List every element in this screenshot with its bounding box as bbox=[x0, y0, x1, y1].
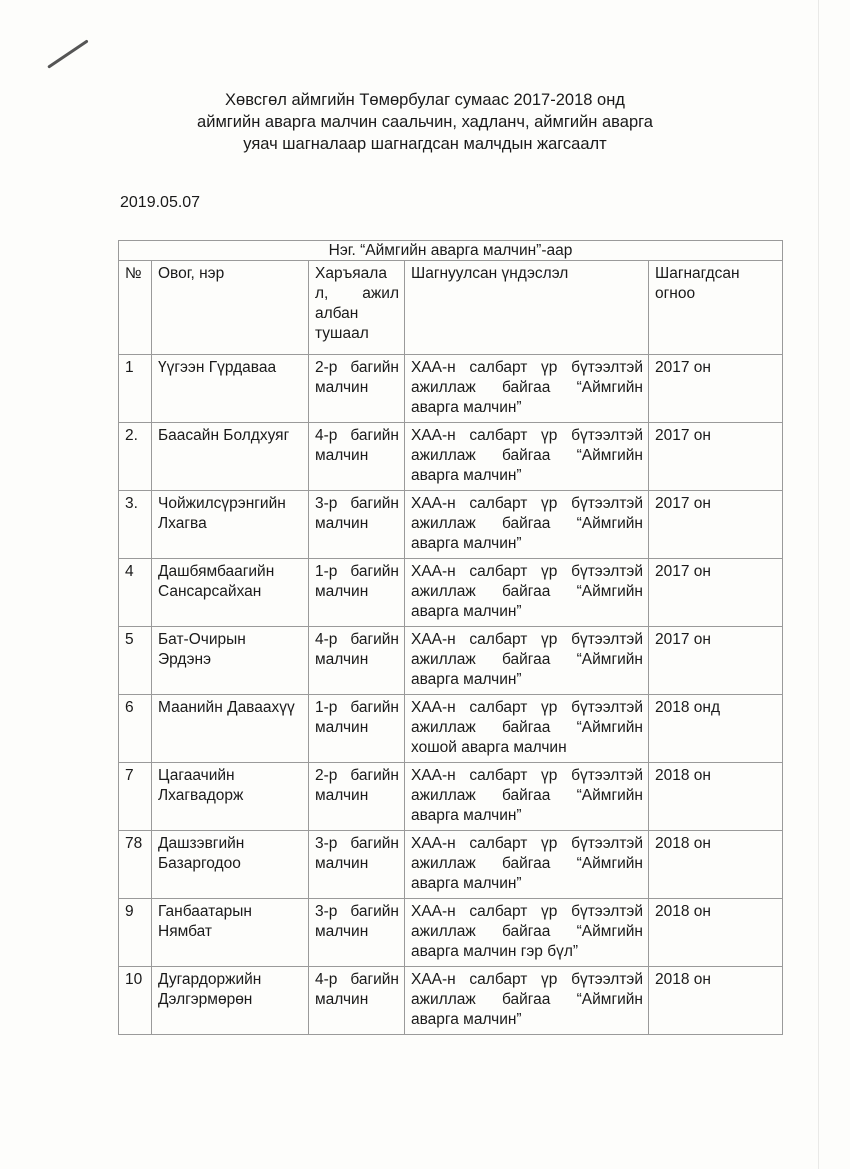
cell-position: 4-р багийн малчин bbox=[309, 627, 405, 695]
table-row bbox=[119, 831, 783, 899]
cell-name: Бат-Очирын Эрдэнэ bbox=[152, 627, 309, 695]
cell-position: 2-р багийн малчин bbox=[309, 355, 405, 423]
title-line-2: аймгийн аварга малчин саальчин, хадланч, аймгийн аварга bbox=[197, 113, 653, 131]
cell-date: 2017 он bbox=[649, 491, 783, 559]
cell-name: Баасайн Болдхуяг bbox=[152, 423, 309, 491]
cell-date: 2017 он bbox=[649, 627, 783, 695]
cell-date: 2017 он bbox=[649, 423, 783, 491]
table-row bbox=[119, 423, 783, 491]
table-row bbox=[119, 695, 783, 763]
cell-position: 3-р багийн малчин bbox=[309, 491, 405, 559]
cell-number: 9 bbox=[119, 899, 152, 967]
section-title: Нэг. “Аймгийн аварга малчин”-аар bbox=[119, 241, 783, 261]
cell-date: 2018 он bbox=[649, 967, 783, 1035]
cell-number: 3. bbox=[119, 491, 152, 559]
cell-name: Үүгээн Гүрдаваа bbox=[152, 355, 309, 423]
cell-basis: ХАА-н салбарт үр бүтээлтэй ажиллаж байгаа “Аймгийн аварга малчин” bbox=[405, 355, 649, 423]
document-date: 2019.05.07 bbox=[120, 194, 201, 211]
cell-number: 78 bbox=[119, 831, 152, 899]
cell-position: 1-р багийн малчин bbox=[309, 695, 405, 763]
cell-name: Чойжилсүрэнгийн Лхагва bbox=[152, 491, 309, 559]
cell-name: Дашзэвгийн Базаргодоо bbox=[152, 831, 309, 899]
cell-number: 7 bbox=[119, 763, 152, 831]
cell-date: 2017 он bbox=[649, 559, 783, 627]
cell-number: 5 bbox=[119, 627, 152, 695]
document-title bbox=[0, 89, 850, 155]
cell-basis: ХАА-н салбарт үр бүтээлтэй ажиллаж байгаа “Аймгийн аварга малчин” bbox=[405, 763, 649, 831]
cell-position: 3-р багийн малчин bbox=[309, 831, 405, 899]
section-row bbox=[119, 241, 783, 261]
column-header-number: № bbox=[119, 261, 152, 355]
table-row bbox=[119, 559, 783, 627]
table-row bbox=[119, 355, 783, 423]
cell-position: 4-р багийн малчин bbox=[309, 423, 405, 491]
cell-basis: ХАА-н салбарт үр бүтээлтэй ажиллаж байгаа “Аймгийн аварга малчин гэр бүл” bbox=[405, 899, 649, 967]
cell-basis: ХАА-н салбарт үр бүтээлтэй ажиллаж байгаа “Аймгийн аварга малчин” bbox=[405, 627, 649, 695]
cell-name: Дашбямбаагийн Сансарсайхан bbox=[152, 559, 309, 627]
cell-date: 2018 он bbox=[649, 763, 783, 831]
table-row bbox=[119, 627, 783, 695]
cell-name: Ганбаатарын Нямбат bbox=[152, 899, 309, 967]
column-header-basis: Шагнуулсан үндэслэл bbox=[405, 261, 649, 355]
cell-date: 2018 он bbox=[649, 831, 783, 899]
title-line-1: Хөвсгөл аймгийн Төмөрбулаг сумаас 2017-2018 онд bbox=[225, 91, 625, 109]
awardees-table bbox=[118, 240, 783, 1035]
column-header-position: Харъяала л, ажил албан тушаал bbox=[309, 261, 405, 355]
title-line-3: уяач шагналаар шагнагдсан малчдын жагсаалт bbox=[243, 135, 607, 153]
table-row bbox=[119, 967, 783, 1035]
staple-mark bbox=[47, 39, 88, 68]
cell-position: 4-р багийн малчин bbox=[309, 967, 405, 1035]
header-row bbox=[119, 261, 783, 355]
cell-date: 2018 он bbox=[649, 899, 783, 967]
table-row bbox=[119, 899, 783, 967]
cell-name: Маанийн Даваахүү bbox=[152, 695, 309, 763]
cell-position: 3-р багийн малчин bbox=[309, 899, 405, 967]
cell-basis: ХАА-н салбарт үр бүтээлтэй ажиллаж байгаа “Аймгийн аварга малчин” bbox=[405, 831, 649, 899]
table-row bbox=[119, 763, 783, 831]
cell-basis: ХАА-н салбарт үр бүтээлтэй ажиллаж байгаа “Аймгийн аварга малчин” bbox=[405, 423, 649, 491]
cell-date: 2017 он bbox=[649, 355, 783, 423]
cell-name: Дугардоржийн Дэлгэрмөрөн bbox=[152, 967, 309, 1035]
cell-number: 6 bbox=[119, 695, 152, 763]
cell-basis: ХАА-н салбарт үр бүтээлтэй ажиллаж байгаа “Аймгийн аварга малчин” bbox=[405, 967, 649, 1035]
cell-number: 4 bbox=[119, 559, 152, 627]
cell-number: 1 bbox=[119, 355, 152, 423]
cell-number: 10 bbox=[119, 967, 152, 1035]
cell-basis: ХАА-н салбарт үр бүтээлтэй ажиллаж байгаа “Аймгийн аварга малчин” bbox=[405, 559, 649, 627]
cell-basis: ХАА-н салбарт үр бүтээлтэй ажиллаж байгаа “Аймгийн хошой аварга малчин bbox=[405, 695, 649, 763]
cell-position: 2-р багийн малчин bbox=[309, 763, 405, 831]
cell-basis: ХАА-н салбарт үр бүтээлтэй ажиллаж байгаа “Аймгийн аварга малчин” bbox=[405, 491, 649, 559]
page-fold-line bbox=[818, 0, 819, 1169]
cell-number: 2. bbox=[119, 423, 152, 491]
cell-position: 1-р багийн малчин bbox=[309, 559, 405, 627]
cell-date: 2018 онд bbox=[649, 695, 783, 763]
table-row bbox=[119, 491, 783, 559]
column-header-date: Шагнагдсан огноо bbox=[649, 261, 783, 355]
cell-name: Цагаачийн Лхагвадорж bbox=[152, 763, 309, 831]
column-header-name: Овог, нэр bbox=[152, 261, 309, 355]
